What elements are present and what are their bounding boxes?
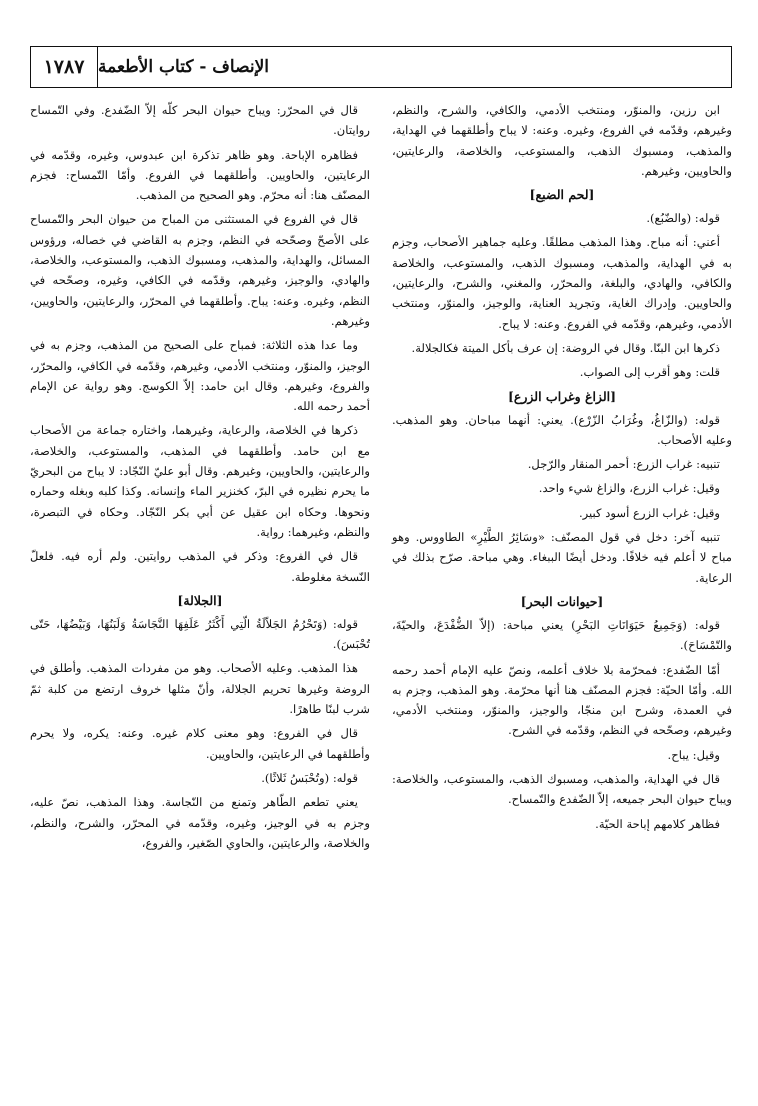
paragraph: وما عدا هذه الثلاثة: فمباح على الصحيح من المذهب، وجزم به في الوجيز، والمنوّر، ومنتخب الأدمي، وغيرهم، وقدّمه في الكافي، والمحرّر، والفروع، وغيرهم. وقال ابن حامد: إلاّ الكوسج. وهو رواية عن الإمام أحمد رحمه الله. xyxy=(30,338,370,414)
page-number: ١٧٨٧ xyxy=(31,47,98,87)
left-column xyxy=(30,100,370,857)
paragraph: قال في الفروع: وهو معنى كلام غيره. وعنه: يكره، ولا يحرم وأطلقهما في الرعايتين، والحاويين. xyxy=(30,726,370,761)
paragraph: وقيل: غراب الزرع، والزاغ شيء واحد. xyxy=(538,481,720,496)
document-page xyxy=(30,46,732,1086)
paragraph: فظاهر كلامهم إباحة الحيّة. xyxy=(595,816,720,831)
paragraph: ذكرها ابن البنّا. وقال في الروضة: إن عرف بأكل الميتة فكالجلالة. xyxy=(411,340,720,355)
paragraph: تنبيه آخر: دخل في قول المصنّف: «وسَائِرُ الطَّيْرِ» الطاووس. وهو مباح لا أعلم فيه خلافًا. ودخل أيضًا الببغاء. وهي مباحة. صرّح بذلك في الرعاية. xyxy=(392,530,732,585)
text-columns xyxy=(30,100,732,857)
paragraph: قال في المحرّر: ويباح حيوان البحر كلّه إلاّ الضّفدع. وفي التّمساح روايتان. xyxy=(30,103,370,138)
paragraph: قوله: (وتُحْبَسُ ثَلاثًا). xyxy=(261,770,358,785)
paragraph: فظاهره الإباحة. وهو ظاهر تذكرة ابن عبدوس، وغيره، وقدّمه في الرعايتين، والحاويين. وأطلقهما في الفروع. وأمّا التّمساح: فجزم المصنّف هنا: أنه محرّم. وهو الصحيح من المذهب. xyxy=(30,147,370,203)
paragraph: قال في الفروع: وذكر في المذهب روايتين. ولم أره فيه. فلعلّ النّسخة مغلوطة. xyxy=(30,549,370,584)
paragraph: وقيل: يباح. xyxy=(667,747,720,762)
paragraph: قال في الهداية، والمذهب، ومسبوك الذهب، والمستوعب، والخلاصة: ويباح حيوان البحر جميعه، إلاّ الضّفدع والتّمساح. xyxy=(392,772,732,807)
paragraph: يعني تطعم الطّاهر وتمنع من النّجاسة. وهذا المذهب، نصّ عليه، وجزم به في الوجيز، وغيره، وقدّمه في المحرّر، والشرح، والنظم، والخلاصة، والرعايتين، والحاوي الصّغير، والفروع، xyxy=(30,795,370,850)
running-title: الإنصاف - كتاب الأطعمة xyxy=(98,57,270,77)
paragraph: قال في الفروع في المستثنى من المباح من حيوان البحر والتّمساح على الأصحّ وصحّحه في النظم، وجزم به القاضي في خصاله، ورؤوس المسائل، والهداية، والمذهب، ومسبوك الذهب، والمستوعب، والخلاصة، والهادي، والوجيز، وغيرهم، وقدّمه في الكافي، وغيره، وصحّحه في النظم، وغيره. وعنه: يباح. وأطلقهما في المحرّر، والرعايتين، والحاويين، وغيرهم. xyxy=(30,212,370,328)
section-heading: [الجلالة] xyxy=(177,592,223,608)
paragraph: قوله: (والضّبُع). xyxy=(646,211,720,226)
paragraph: تنبيه: غراب الزرع: أحمر المنقار والرّجل. xyxy=(527,457,720,472)
section-heading: [لحم الضبع] xyxy=(529,187,595,203)
right-column xyxy=(392,100,732,857)
section-heading: [حيوانات البحر] xyxy=(520,593,604,609)
paragraph: وقيل: غراب الزرع أسود كبير. xyxy=(578,505,720,520)
page-header xyxy=(30,46,732,88)
paragraph: قوله: (وَتَحْرُمُ الجَلاّلَةُ الّتِي أَكْثَرُ عَلَفِهَا النَّجَاسَةُ وَلَبَنُهَا، وَبَيْضُهَا، حَتّى تُحْبَسَ). xyxy=(30,616,370,652)
section-heading: [الزاغ وغراب الزرع] xyxy=(507,388,617,404)
paragraph: أعني: أنه مباح. وهذا المذهب مطلقًا. وعليه جماهير الأصحاب، وجزم به في الهداية، والمذهب، ومسبوك الذهب، والمستوعب، والخلاصة والكافي، والهادي، والبلغة، والمحرّر، والمغني، والشرح، والرعايتين، والحاويين. وإدراك الغاية، وتجريد العناية، والوجيز، والمنوّر، ومنتخب الأدمي، وغيرهم، وقدّمه في الفروع. وعنه: لا يباح. xyxy=(392,235,732,331)
paragraph: ذكرها في الخلاصة، والرعاية، وغيرهما، واختاره جماعة من الأصحاب مع ابن حامد. وأطلقهما في المذهب، والمستوعب، والخلاصة، والرعايتين، والحاويين، وغيرهم. وقال أبو عليّ النّجّاد: لا يباح من البحريّ ما يحرم نظيره في البرّ، كخنزير الماء وإنسانه. وكذا كلبه وبغله وحماره ونحوها. وحكاه ابن عقيل عن أبي بكر النّجّاد. وحكاه في التبصرة، والنظم، وغيرهما: رواية. xyxy=(30,423,370,539)
paragraph: قوله: (وَجَمِيعُ حَيَوَانَاتِ البَحْرِ) يعني مباحة: (إلاّ الضُّفْدَعَ، والحيّةَ، والتّمْسَاحَ). xyxy=(392,617,732,653)
paragraph: أمّا الضّفدع: فمحرّمة بلا خلاف أعلمه، ونصّ عليه الإمام أحمد رحمه الله. وأمّا الحيّة: فجزم المصنّف هنا أنها محرّمة. وهو المذهب، وجزم به في العمدة، وشرح ابن منجّا، والوجيز، والمنوّر، ومنتخب الأدمي، وغيرهم، وصحّحه في النظم، وقدّمه في الشرح. xyxy=(392,662,732,738)
paragraph: قوله: (والزّاغُ، وغُرَابُ الزّرْع). يعني: أنهما مباحان. وهو المذهب. وعليه الأصحاب. xyxy=(392,412,732,447)
paragraph: قلت: وهو أقرب إلى الصواب. xyxy=(579,365,720,380)
paragraph: هذا المذهب. وعليه الأصحاب. وهو من مفردات المذهب. وأطلق في الروضة وغيرها تحريم الجلالة، وأنّ مثلها خروف ارتضع من كلبة ثمّ شرب لبنًا طاهرًا. xyxy=(30,661,370,717)
paragraph: ابن رزين، والمنوّر، ومنتخب الأدمي، والكافي، والشرح، والنظم، وغيرهم، وقدّمه في الفروع، وغيره. وعنه: لا يباح وأطلقهما في الهداية، والمذهب، ومسبوك الذهب، والمستوعب، والخلاصة، والرعايتين، والحاويين، وغيرهم. xyxy=(392,103,732,178)
